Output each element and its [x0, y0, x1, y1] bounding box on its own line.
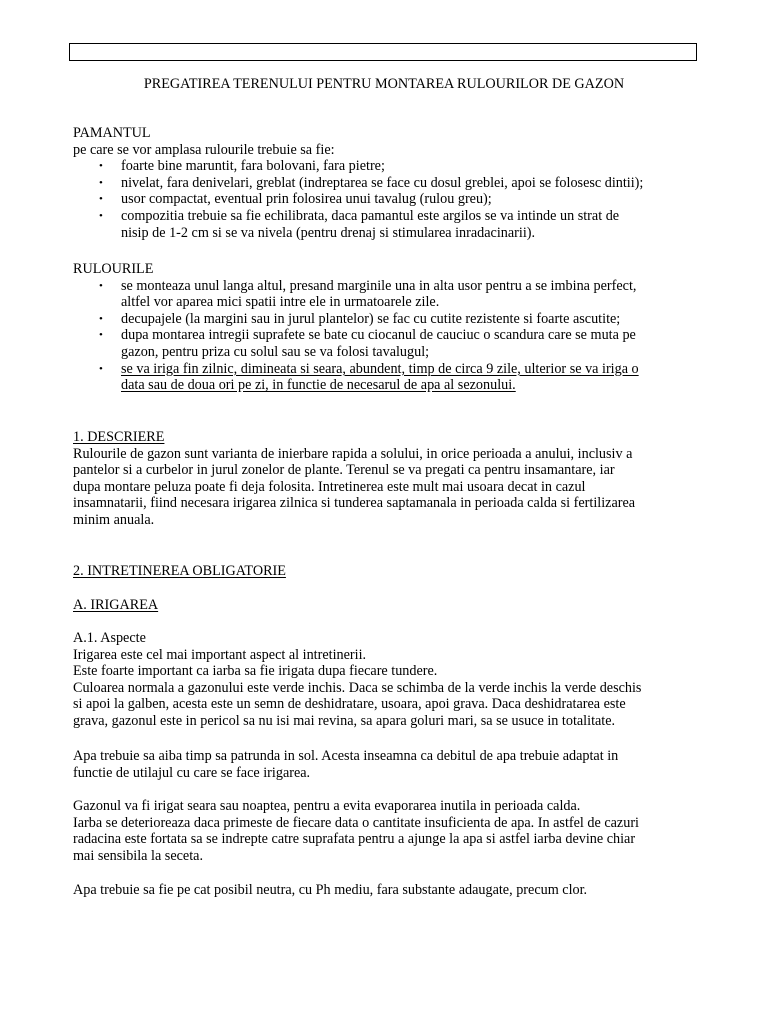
header-box	[69, 43, 697, 61]
section-pamantul	[73, 125, 703, 241]
list-item	[73, 278, 703, 311]
paragraph-line: minim anuala.	[73, 511, 155, 528]
paragraph-line: pantelor si a curbelor in jurul zonelor de plante. Terenul se va pregati ca pentru insamantare, iar	[73, 462, 615, 479]
bullet-icon: •	[99, 176, 103, 189]
list-item-text: nisip de 1-2 cm si se va nivela (pentru drenaj si stimularea inradacinarii).	[121, 224, 536, 241]
paragraph-line: mai sensibila la seceta.	[73, 847, 204, 864]
list-item-text: se monteaza unul langa altul, presand marginile una in alta usor pentru a se imbina perfect,	[121, 277, 637, 294]
bullet-list-pamantul	[73, 158, 703, 241]
underlined-text: se va iriga fin zilnic, dimineata si seara, abundent, timp de circa 9 zile, ulterior se va iriga o	[121, 360, 639, 377]
list-item-text: decupajele (la margini sau in jurul plantelor) se fac cu cutite rezistente si foarte ascutite;	[121, 310, 621, 327]
bullet-icon: •	[99, 362, 103, 375]
list-item	[73, 311, 703, 328]
section-intro: pe care se vor amplasa rulourile trebuie sa fie:	[73, 141, 335, 158]
paragraph-line: Apa trebuie sa fie pe cat posibil neutra, cu Ph mediu, fara substante adaugate, precum clor.	[73, 882, 588, 898]
paragraph-line: Iarba se deterioreaza daca primeste de fiecare data o cantitate insuficienta de apa. In astfel de cazuri	[73, 814, 639, 831]
paragraph-line: radacina este fortata sa se indrepte catre suprafata pentru a ajunge la apa si astfel iarba devine chiar	[73, 831, 636, 848]
paragraph-line: Este foarte important ca iarba sa fie irigata dupa fiecare tundere.	[73, 663, 438, 680]
paragraph-apa-neutra	[73, 882, 703, 899]
list-item	[73, 327, 703, 360]
bullet-icon: •	[99, 160, 103, 173]
section-heading-pamantul: PAMANTUL	[73, 125, 151, 141]
bullet-icon: •	[99, 193, 103, 206]
paragraph-line: A.1. Aspecte	[73, 630, 146, 646]
bullet-icon: •	[99, 209, 103, 222]
section-heading-rulourile: RULOURILE	[73, 261, 154, 277]
section-irigarea	[73, 597, 703, 614]
section-heading-descriere: 1. DESCRIERE	[73, 429, 165, 445]
bullet-list-rulourile	[73, 278, 703, 394]
section-descriere	[73, 429, 703, 529]
list-item-text: dupa montarea intregii suprafete se bate cu ciocanul de cauciuc o scandura care se muta pe	[121, 327, 636, 344]
section-rulourile	[73, 261, 703, 394]
paragraph-line: Apa trebuie sa aiba timp sa patrunda in sol. Acesta inseamna ca debitul de apa trebuie adaptat in	[73, 748, 619, 764]
list-item	[73, 208, 703, 241]
list-item-text: nivelat, fara denivelari, greblat (indreptarea se face cu dosul greblei, apoi se folosesc dintii);	[121, 174, 644, 191]
list-item-text: gazon, pentru priza cu solul sau se va folosi tavalugul;	[121, 343, 430, 360]
paragraph-irigat-seara	[73, 798, 703, 864]
paragraph-apa-sol	[73, 748, 703, 781]
list-item	[73, 191, 703, 208]
paragraph-line: grava, gazonul este in pericol sa nu isi mai revina, sa apara goluri mari, sa se usuce in totalitate.	[73, 712, 616, 729]
paragraph-line: Gazonul va fi irigat seara sau noaptea, pentru a evita evaporarea inutila in perioada calda.	[73, 798, 581, 814]
list-item	[73, 361, 703, 394]
paragraph-aspecte	[73, 630, 703, 730]
list-item-text: compozitia trebuie sa fie echilibrata, daca pamantul este argilos se va intinde un strat de	[121, 207, 620, 224]
paragraph-line: si apoi la galben, acesta este un semn de deshidratare, usoara, apoi grava. Daca deshidratarea este	[73, 696, 626, 713]
section-heading-irigarea: A. IRIGAREA	[73, 597, 159, 613]
list-item	[73, 175, 703, 192]
bullet-icon: •	[99, 329, 103, 342]
list-item-text: foarte bine maruntit, fara bolovani, fara pietre;	[121, 158, 385, 175]
underlined-text: data sau de doua ori pe zi, in functie de necesarul de apa al sezonului.	[121, 377, 516, 394]
page-title: PREGATIREA TERENULUI PENTRU MONTAREA RULOURILOR DE GAZON	[143, 76, 625, 92]
list-item-text: altfel vor aparea mici spatii intre ele in urmatoarele zile.	[121, 294, 440, 311]
paragraph-line: Irigarea este cel mai important aspect al intretinerii.	[73, 646, 367, 663]
paragraph-line: insamnatarii, fiind necesara irigarea zilnica si tunderea saptamanala in perioada calda si fertilizarea	[73, 495, 636, 512]
section-heading-intretinerea: 2. INTRETINEREA OBLIGATORIE	[73, 563, 286, 579]
paragraph-line: functie de utilajul cu care se face irigarea.	[73, 764, 311, 781]
bullet-icon: •	[99, 279, 103, 292]
paragraph-line: Rulourile de gazon sunt varianta de inierbare rapida a solului, in orice perioada a anului, inclusiv a	[73, 445, 633, 462]
list-item	[73, 158, 703, 175]
list-item-text: usor compactat, eventual prin folosirea unui tavalug (rulou greu);	[121, 191, 492, 208]
paragraph-line: Culoarea normala a gazonului este verde inchis. Daca se schimba de la verde inchis la verde deschis	[73, 679, 642, 696]
bullet-icon: •	[99, 312, 103, 325]
section-intretinerea	[73, 563, 703, 580]
paragraph-line: dupa montare peluza poate fi deja folosita. Intretinerea este mult mai usoara decat in cazul	[73, 478, 586, 495]
